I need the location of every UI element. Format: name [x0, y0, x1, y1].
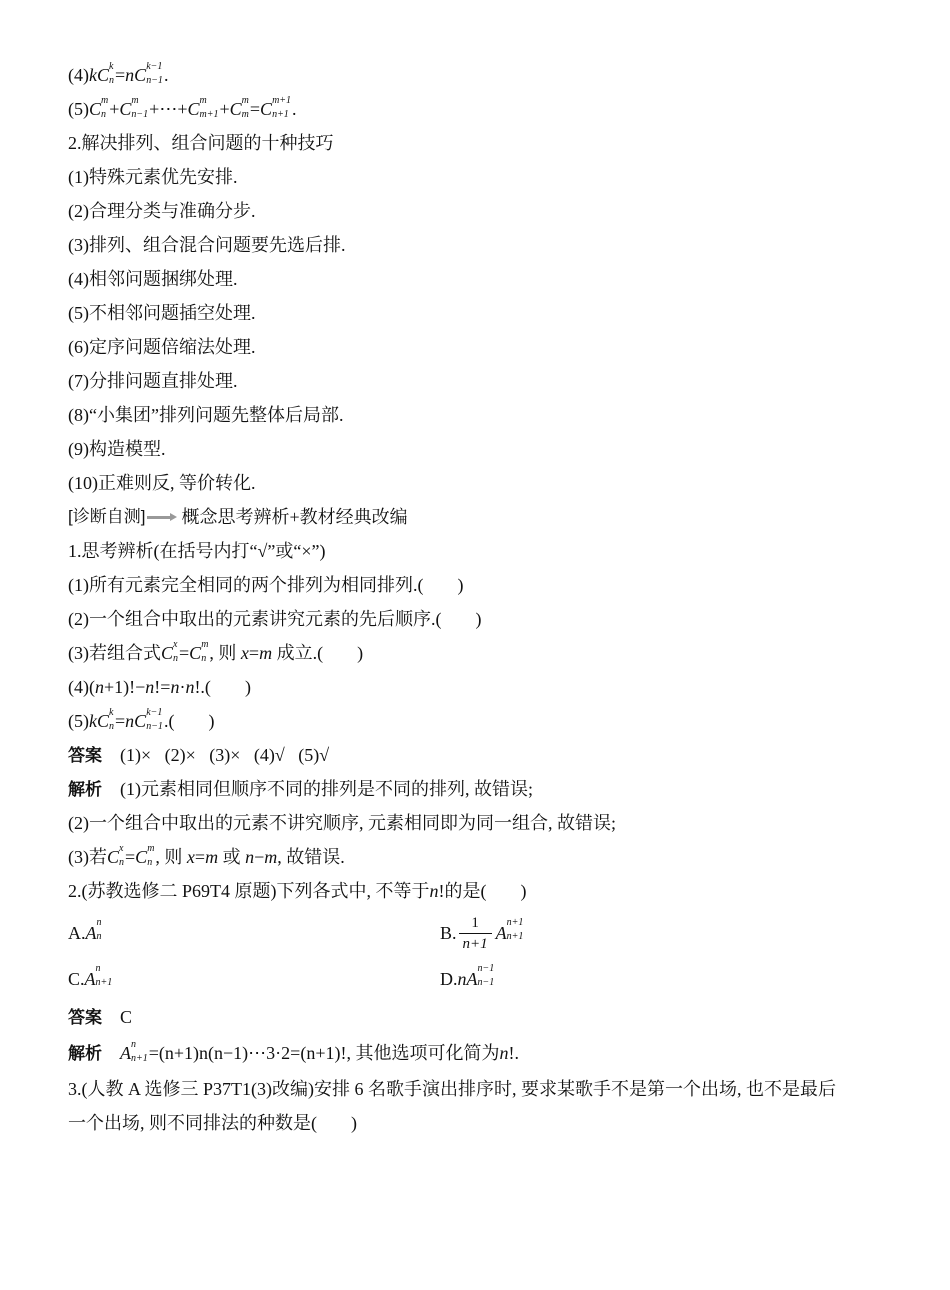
- technique-item: (1)特殊元素优先安排.: [68, 167, 238, 187]
- q1-s4-tail3: !.(: [194, 677, 211, 697]
- q1-s5-close: ): [208, 711, 215, 731]
- question-3-line-1: 3.(人教 A 选修三 P37T1(3)改编)安排 6 名歌手演出排序时, 要求某歌手不是第一个出场, 也不是最后: [68, 1079, 836, 1099]
- q2-analysis: 解析 A n n+1 =(n+1)n(n−1)⋯3·2=(n+1)!, 其他选项可化简为n!.: [68, 1038, 519, 1064]
- q3-line2-text: 一个出场, 则不同排法的种数是(: [68, 1113, 317, 1133]
- option-a[interactable]: A. A n n: [68, 917, 102, 943]
- arrow-right-icon: [147, 513, 177, 521]
- technique-item: (4)相邻问题捆绑处理.: [68, 269, 238, 289]
- fraction-denominator: n+1: [459, 933, 492, 952]
- q1-statement-5: (5)kC k n =nC k−1 n−1 .( ): [68, 706, 215, 732]
- document-page: [68, 58, 888, 1140]
- fraction-numerator: 1: [471, 914, 479, 931]
- q2-analysis-end: !.: [508, 1043, 519, 1063]
- option-a-label: A.: [68, 922, 86, 943]
- analysis3-tail: , 故错误.: [277, 847, 345, 867]
- technique-item: (3)排列、组合混合问题要先选后排.: [68, 235, 346, 255]
- q1-s4-tail: +1)!−: [103, 677, 146, 697]
- technique-item: (9)构造模型.: [68, 439, 166, 459]
- analysis3-prefix: (3)若: [68, 847, 107, 867]
- q1-s4-prefix: (4)(: [68, 677, 95, 697]
- option-d[interactable]: D. n A n−1 n−1: [440, 963, 495, 989]
- technique-item: (7)分排问题直排处理.: [68, 371, 238, 391]
- option-c[interactable]: C. A n n+1: [68, 963, 113, 989]
- answer-text: C: [120, 1007, 133, 1027]
- answer-label: 答案: [68, 1008, 102, 1027]
- question-2-stem: 2.(苏教选修二 P69T4 原题)下列各式中, 不等于n!的是( ): [68, 881, 527, 901]
- technique-item: (6)定序问题倍缩法处理.: [68, 337, 256, 357]
- q1-analysis-1: [68, 772, 888, 806]
- q1-s3-mid: , 则: [209, 643, 237, 663]
- q1-s2-close: ): [475, 609, 482, 629]
- formula-5-end: .: [292, 99, 297, 119]
- option-b-fraction: [459, 915, 492, 952]
- diagnosis-section-header: [68, 500, 888, 534]
- q1-analysis-2: (2)一个组合中取出的元素不讲究顺序, 元素相同即为同一组合, 故错误;: [68, 813, 616, 833]
- question-1-stem: 1.思考辨析(在括号内打“√”或“×”): [68, 541, 326, 561]
- q1-s4-close: ): [244, 677, 251, 697]
- option-b-label: B.: [440, 922, 457, 943]
- option-b[interactable]: B. $\frac{1}{n+1}$ A n+1 n+1: [440, 914, 524, 952]
- q1-statement-4: (4)(n+1)!−n!=n·n!.( ): [68, 677, 251, 697]
- q2-answer: [68, 1000, 888, 1034]
- q2-stem-close: ): [520, 881, 527, 901]
- q1-statement-2: [68, 602, 888, 636]
- option-c-label: C.: [68, 968, 85, 989]
- formula-5-label: (5): [68, 99, 89, 119]
- q2-analysis-text: =(n+1)n(n−1)⋯3·2=(n+1)!, 其他选项可化简为: [148, 1043, 500, 1063]
- q1-s5-prefix: (5): [68, 711, 89, 731]
- q1-s2-text: (2)一个组合中取出的元素讲究元素的先后顺序.(: [68, 609, 442, 629]
- diagnosis-label: [诊断自测]: [68, 507, 146, 526]
- analysis-label: 解析: [68, 780, 102, 799]
- q1-s1-close: ): [457, 575, 464, 595]
- q1-s3-close: ): [357, 643, 364, 663]
- answer-text: (1)× (2)× (3)× (4)√ (5)√: [120, 745, 330, 765]
- q1-statement-1: [68, 568, 888, 602]
- formula-4: (4)kC k n =nC k−1 n−1 .: [68, 60, 169, 86]
- technique-item: (2)合理分类与准确分步.: [68, 201, 256, 221]
- answer-label: 答案: [68, 746, 102, 765]
- question-3-line-2: [68, 1106, 888, 1140]
- technique-item: (10)正难则反, 等价转化.: [68, 473, 256, 493]
- techniques-heading: 2.解决排列、组合问题的十种技巧: [68, 133, 334, 153]
- q2-options-row-2: [68, 958, 888, 1000]
- q2-stem-b: !的是(: [438, 881, 487, 901]
- analysis-label: 解析: [68, 1044, 102, 1063]
- technique-item: (5)不相邻问题插空处理.: [68, 303, 256, 323]
- q2-stem-a: 2.(苏教选修二 P69T4 原题)下列各式中, 不等于: [68, 881, 430, 901]
- option-d-label: D.: [440, 968, 458, 989]
- q2-options-row-1: [68, 908, 888, 958]
- q1-s5-tail: .(: [163, 711, 175, 731]
- analysis3-or: 或: [222, 847, 241, 867]
- analysis3-mid: , 则: [155, 847, 183, 867]
- analysis-text: (1)元素相同但顺序不同的排列是不同的排列, 故错误;: [120, 779, 533, 799]
- formula-4-end: .: [163, 65, 169, 85]
- diagnosis-subtitle: 概念思考辨析+教材经典改编: [181, 507, 408, 527]
- technique-item: (8)“小集团”排列问题先整体后局部.: [68, 405, 344, 425]
- q1-s1-text: (1)所有元素完全相同的两个排列为相同排列.(: [68, 575, 424, 595]
- formula-4-label: (4): [68, 65, 89, 85]
- formula-5: (5)C m n +C m n−1 +⋯+C m m+1 +C m m =C m+1 n+1 .: [68, 94, 297, 120]
- q1-answer: [68, 738, 888, 772]
- q3-close: ): [351, 1113, 357, 1133]
- q1-s3-prefix: (3)若组合式: [68, 643, 161, 663]
- q1-statement-3: (3)若组合式C x n =C m n , 则 x=m 成立.( ): [68, 638, 364, 664]
- q1-s4-tail2: !=: [154, 677, 171, 697]
- q1-s3-tail: 成立.(: [276, 643, 324, 663]
- q1-analysis-3: (3)若C x n =C m n , 则 x=m 或 n−m, 故错误.: [68, 842, 345, 868]
